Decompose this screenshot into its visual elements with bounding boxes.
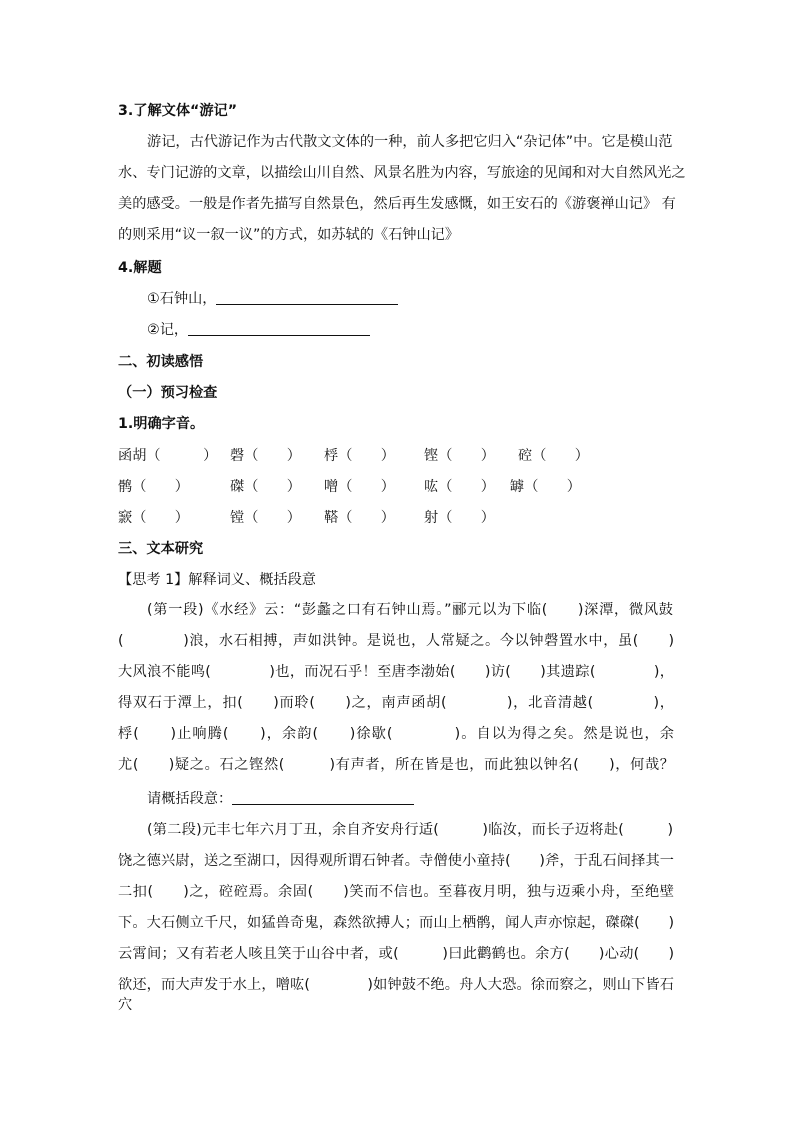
explain-item-2 [147,320,370,340]
pinyin-item: 窾（ ） [118,510,189,526]
pinyin-item: 鞳（ ） [324,510,395,526]
passage-line: 桴( )止响腾( )，余韵( )徐歇( )。自以为得之矣。然是说也，余 [118,726,674,742]
summary-blank[interactable] [232,790,414,805]
explain-item-1-label: ①石钟山， [147,291,217,307]
pinyin-item: 罅（ ） [510,479,581,495]
passage-line: 欲还，而大声发于水上，噌吰( )如钟鼓不绝。舟人大恐。徐而察之，则山下皆石穴 [118,977,674,1013]
paragraph-line: 美的感受。一般是作者先描写自然景色，然后再生发感慨，如王安石的《游褒禅山记》 有 [118,196,676,212]
part-2-heading: 二、初读感悟 [118,354,204,370]
answer-blank[interactable] [216,290,398,305]
explain-item-2-label: ②记， [147,322,189,338]
part-2-subheading: （一）预习检查 [118,385,218,401]
passage-line: (第一段)《水经》云：“彭蠡之口有石钟山焉。”郦元以为下临( )深潭，微风鼓 [147,602,673,618]
paragraph-line: 的则采用“议一叙一议”的方式，如苏轼的《石钟山记》 [118,227,460,243]
pinyin-item: 噌（ ） [324,479,395,495]
pinyin-item: 吰（ ） [424,479,495,495]
explain-item-1 [147,289,398,309]
passage-line: 尤( )疑之。石之铿然( )有声者，所在皆是也，而此独以钟名( )，何哉？ [118,757,674,773]
part-3-heading: 三、文本研究 [118,541,204,557]
summary-label: 请概括段意： [147,791,233,807]
answer-blank[interactable] [188,321,370,336]
passage-line: (第二段)元丰七年六月丁丑，余自齐安舟行适( )临汝，而长子迈将赴( ) [147,822,673,838]
passage-line: 云霄间；又有若老人咳且笑于山谷中者，或( )曰此鹳鹤也。余方( )心动( ) [118,946,674,962]
passage-line: 饶之德兴尉，送之至湖口，因得观所谓石钟者。寺僧使小童持( )斧，于乱石间择其一 [118,853,674,869]
passage-line: 大风浪不能鸣( )也，而况石乎！至唐李渤始( )访( )其遗踪( )， [118,664,674,680]
pinyin-item: 镗（ ） [230,510,301,526]
passage-line: 下。大石侧立千尺，如猛兽奇鬼，森然欲搏人；而山上栖鹘，闻人声亦惊起，磔磔( ) [118,915,674,931]
section-4-heading: 4.解题 [118,260,162,276]
pinyin-item: 鹘（ ） [118,479,189,495]
passage-line: 二扣( )之，硿硿焉。余固( )笑而不信也。至暮夜月明，独与迈乘小舟，至绝壁 [118,884,674,900]
pinyin-item: 射（ ） [424,510,495,526]
pinyin-item: 桴（ ） [324,448,395,464]
paragraph-line: 游记，古代游记作为古代散文文体的一种，前人多把它归入“杂记体”中。它是模山范 [147,134,673,150]
passage-line: 得双石于潭上，扣( )而聆( )之，南声函胡( )，北音清越( )， [118,695,674,711]
summary-prompt [147,789,414,809]
pinyin-item: 磔（ ） [230,479,301,495]
pronunciation-heading: 1.明确字音。 [118,416,205,432]
section-3-heading: 3.了解文体“游记” [118,103,238,119]
think-1-label: 【思考 1】解释词义、概括段意 [118,572,316,588]
passage-line: ( )浪，水石相搏，声如洪钟。是说也，人常疑之。今以钟磬置水中，虽( ) [118,633,674,649]
pinyin-item: 铿（ ） [424,448,495,464]
pinyin-item: 磬（ ） [230,448,301,464]
paragraph-line: 水、专门记游的文章，以描绘山川自然、风景名胜为内容，写旅途的见闻和对大自然风光之 [118,165,686,181]
pinyin-item: 函胡（ ） [118,448,218,464]
pinyin-item: 硿（ ） [518,448,589,464]
